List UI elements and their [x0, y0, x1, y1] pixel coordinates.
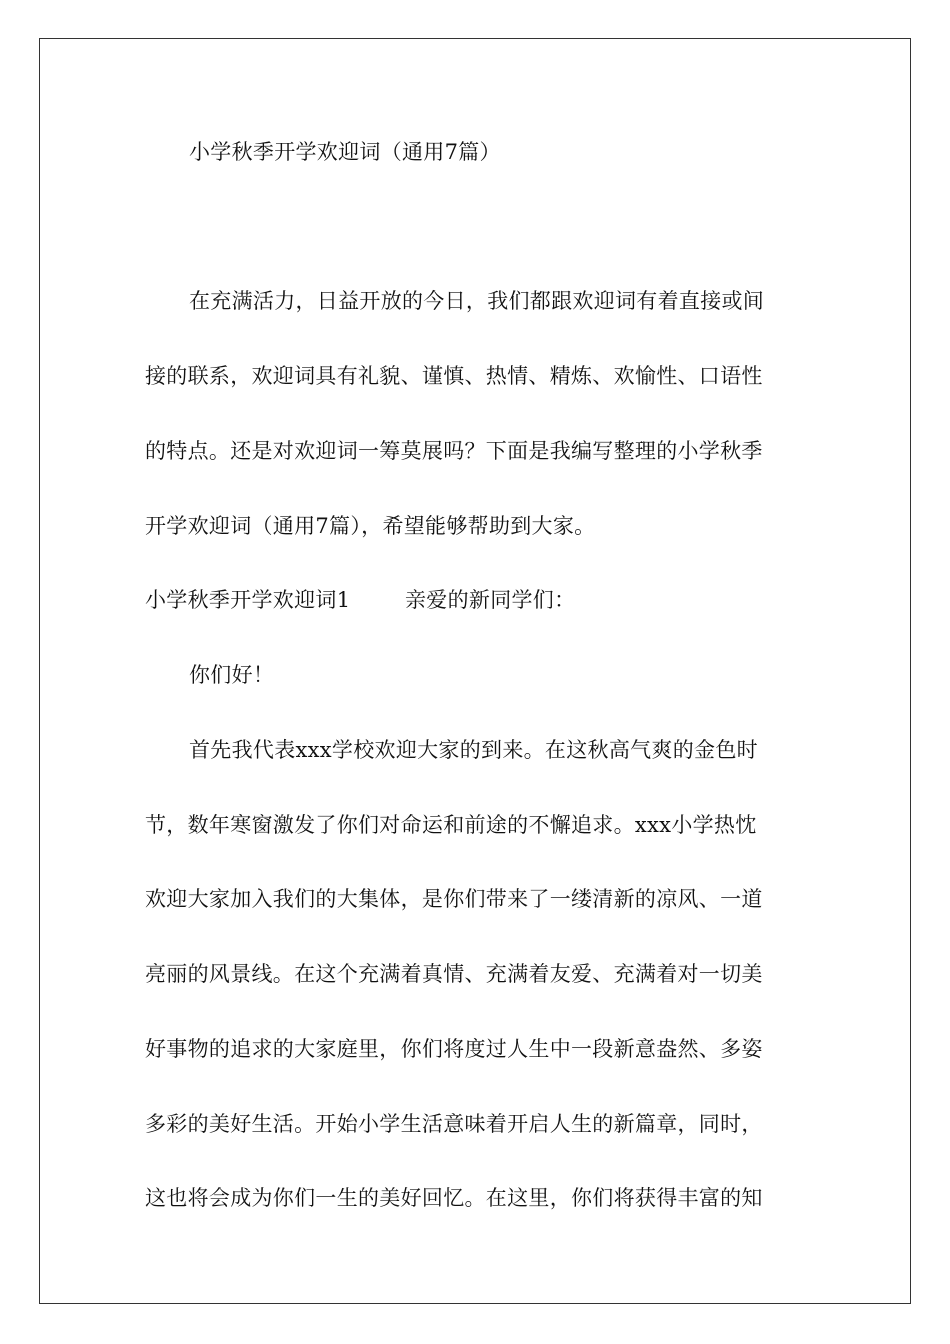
body-line-5: 好事物的追求的大家庭里，你们将度过人生中一段新意盎然、多姿 — [145, 1037, 763, 1061]
intro-line-1: 在充满活力，日益开放的今日，我们都跟欢迎词有着直接或间 — [189, 289, 765, 313]
intro-line-3: 的特点。还是对欢迎词一筹莫展吗？下面是我编写整理的小学秋季 — [145, 439, 763, 463]
body-line-4: 亮丽的风景线。在这个充满着真情、充满着友爱、充满着对一切美 — [145, 962, 763, 986]
body-line-7: 这也将会成为你们一生的美好回忆。在这里，你们将获得丰富的知 — [145, 1186, 763, 1210]
body-line-6: 多彩的美好生活。开始小学生活意味着开启人生的新篇章，同时， — [145, 1112, 763, 1136]
body-line-3: 欢迎大家加入我们的大集体，是你们带来了一缕清新的凉风、一道 — [145, 887, 763, 911]
section-heading: 小学秋季开学欢迎词1 — [145, 588, 351, 612]
greeting: 你们好！ — [189, 663, 275, 687]
intro-line-4: 开学欢迎词（通用7篇），希望能够帮助到大家。 — [145, 514, 596, 538]
document-title: 小学秋季开学欢迎词（通用7篇） — [189, 140, 501, 164]
salutation: 亲爱的新同学们： — [405, 588, 576, 612]
intro-line-2: 接的联系，欢迎词具有礼貌、谨慎、热情、精炼、欢愉性、口语性 — [145, 364, 763, 388]
body-line-2: 节，数年寒窗激发了你们对命运和前途的不懈追求。xxx小学热忱 — [145, 813, 757, 837]
body-line-1: 首先我代表xxx学校欢迎大家的到来。在这秋高气爽的金色时 — [189, 738, 758, 762]
